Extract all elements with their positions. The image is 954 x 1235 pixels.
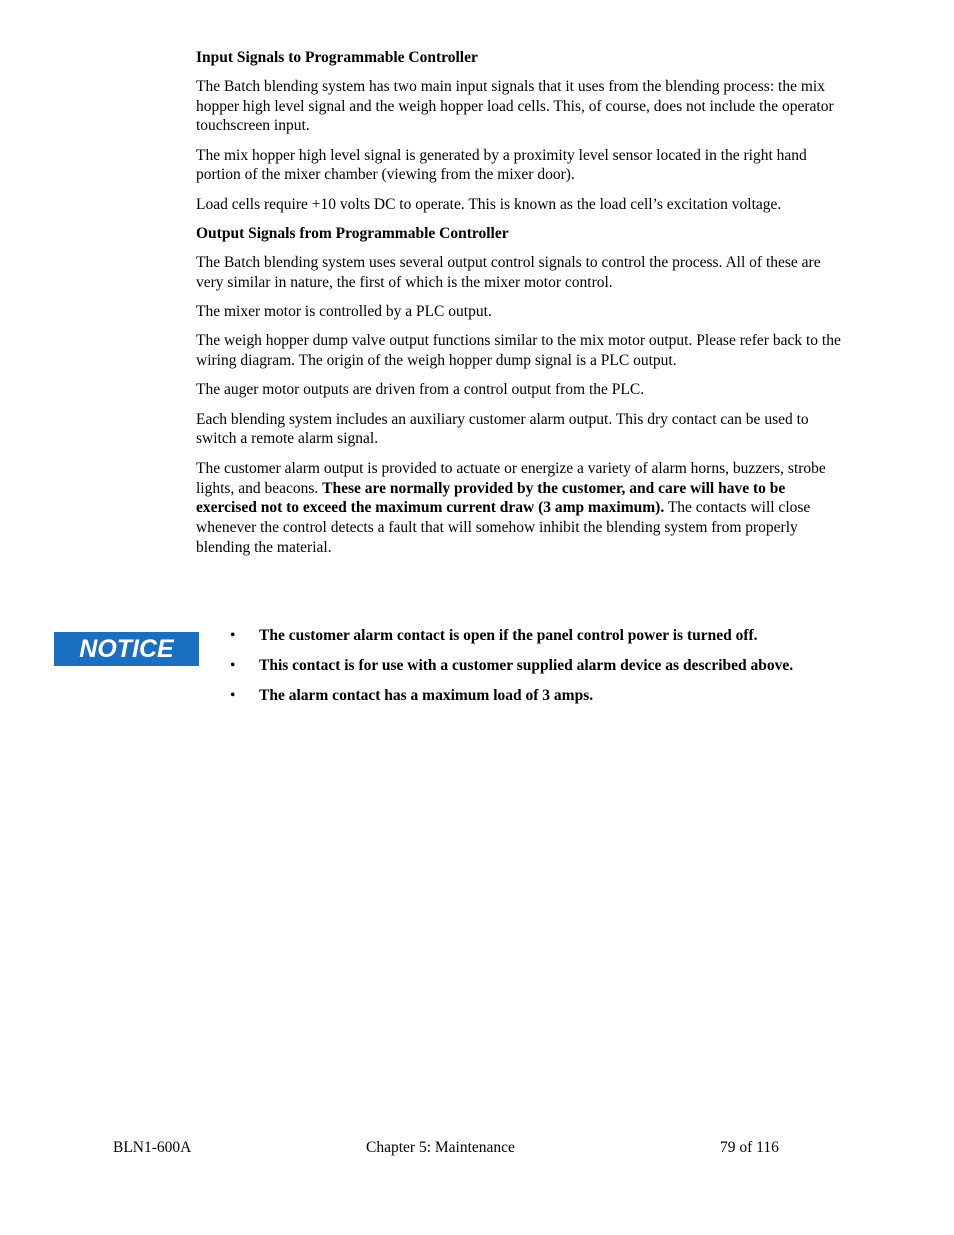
alarm-text-start: The customer alarm output is provided to actuate or energize a variety of alarm horns, buzzers, strobe lights, and beacons. [196, 459, 826, 497]
paragraph: The mixer motor is controlled by a PLC output. [196, 302, 492, 320]
footer-page-number: 79 of 116 [720, 1139, 779, 1156]
bullet-icon: • [230, 656, 236, 674]
paragraph: The Batch blending system has two main input signals that it uses from the blending process: the mix hopper high level signal and the weigh hopper load cells. This, of course, does not include the operator touchscreen input. [196, 77, 834, 135]
bullet-icon: • [230, 686, 236, 704]
paragraph: The mix hopper high level signal is generated by a proximity level sensor located in the right hand portion of the mixer chamber (viewing from the mixer door). [196, 146, 807, 184]
alarm-text-end: The contacts will close whenever the control detects a fault that will somehow inhibit the blending system from properly blending the material. [196, 499, 811, 556]
paragraph: The auger motor outputs are driven from a control output from the PLC. [196, 381, 645, 399]
notice-label: NOTICE [79, 634, 174, 663]
notice-item [230, 626, 830, 646]
footer-chapter: Chapter 5: Maintenance [366, 1139, 515, 1156]
paragraph: Load cells require +10 volts DC to operate. This is known as the load cell’s excitation voltage. [196, 195, 782, 213]
section-heading-output-signals: Output Signals from Programmable Controller [196, 225, 509, 243]
notice-item [230, 686, 830, 706]
notice-item [230, 656, 830, 676]
notice-item-text: The customer alarm contact is open if the panel control power is turned off. [259, 627, 758, 644]
notice-badge [54, 632, 199, 666]
alarm-text-bold: These are normally provided by the customer, and care will have to be exercised not to exceed the maximum current draw (3 amp maximum). [196, 479, 786, 517]
notice-list [230, 626, 830, 715]
section-heading-input-signals: Input Signals to Programmable Controller [196, 49, 478, 66]
bullet-icon: • [230, 627, 236, 644]
paragraph: The Batch blending system uses several output control signals to control the process. All of these are very similar in nature, the first of which is the mixer motor control. [196, 253, 821, 291]
notice-item-text: This contact is for use with a customer supplied alarm device as described above. [259, 656, 794, 674]
paragraph: Each blending system includes an auxiliary customer alarm output. This dry contact can be used to switch a remote alarm signal. [196, 410, 809, 448]
paragraph: The weigh hopper dump valve output functions similar to the mix motor output. Please refer back to the wiring diagram. The origin of the weigh hopper dump signal is a PLC output. [196, 332, 841, 370]
footer-doc-id: BLN1-600A [113, 1139, 192, 1156]
notice-item-text: The alarm contact has a maximum load of 3 amps. [259, 686, 594, 704]
alarm-paragraph [196, 459, 846, 558]
document-body [196, 48, 846, 567]
